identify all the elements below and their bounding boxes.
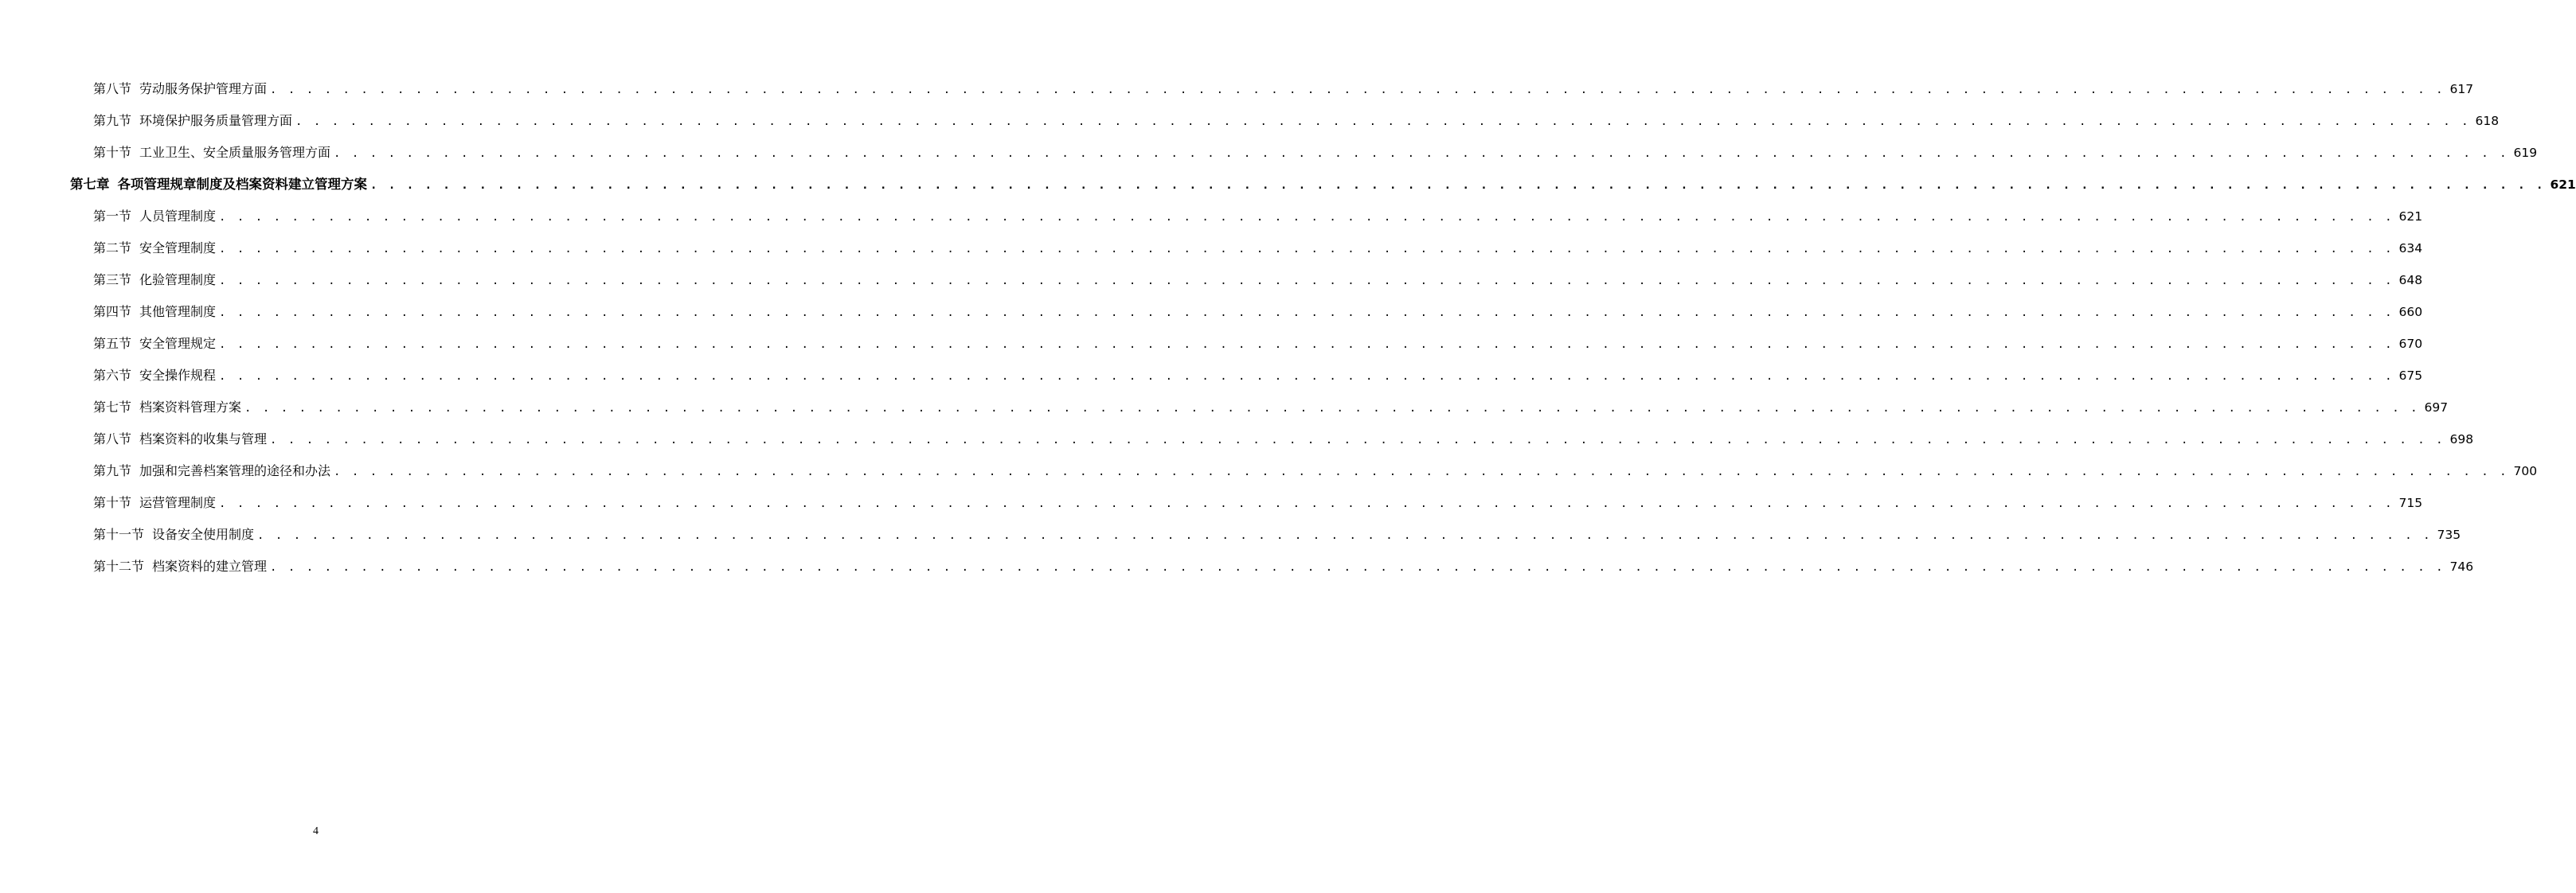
toc-entry-page: 648 bbox=[2398, 273, 2423, 287]
toc-entry-title: 安全操作规程 bbox=[139, 368, 217, 383]
toc-dot-leader: . . . . . . . . . . . . . . . . . . . . . . . . . . . . . . . . . . . . . . . . . . . . . . . . . . . . . . . . . . . . . . . . . . . . . . . . . . . . . . . . . . . . . . . . . . . . . . . . . . . . . . . . . . . . . . . . . . . . . . . . bbox=[270, 434, 2445, 446]
toc-entry-title: 加强和完善档案管理的途径和办法 bbox=[139, 463, 331, 478]
toc-dot-leader: . . . . . . . . . . . . . . . . . . . . . . . . . . . . . . . . . . . . . . . . . . . . . . . . . . . . . . . . . . . . . . . . . . . . . . . . . . . . . . . . . . . . . . . . . . . . . . . . . . . . . . . . . . . . . . . . . . . . . . . . bbox=[219, 275, 2394, 287]
toc-dot-leader: . . . . . . . . . . . . . . . . . . . . . . . . . . . . . . . . . . . . . . . . . . . . . . . . . . . . . . . . . . . . . . . . . . . . . . . . . . . . . . . . . . . . . . . . . . . . . . . . . . . . . . . . . . . . . . . . . . . . . . . . bbox=[370, 179, 2546, 192]
toc-entry-page: 715 bbox=[2398, 496, 2423, 510]
toc-section-entry[interactable] bbox=[93, 392, 2449, 423]
toc-section-entry[interactable] bbox=[93, 423, 2474, 455]
toc-entry-title: 设备安全使用制度 bbox=[152, 527, 255, 542]
toc-entry-page: 697 bbox=[2424, 400, 2449, 415]
toc-entry-number: 第二节 bbox=[93, 240, 132, 255]
toc-entry-number: 第八节 bbox=[93, 81, 132, 96]
toc-section-entry[interactable] bbox=[93, 487, 2423, 519]
toc-entry-title: 档案资料管理方案 bbox=[139, 400, 242, 415]
toc-section-entry[interactable] bbox=[93, 519, 2461, 551]
toc-section-entry[interactable] bbox=[93, 201, 2423, 232]
toc-dot-leader: . . . . . . . . . . . . . . . . . . . . . . . . . . . . . . . . . . . . . . . . . . . . . . . . . . . . . . . . . . . . . . . . . . . . . . . . . . . . . . . . . . . . . . . . . . . . . . . . . . . . . . . . . . . . . . . . . . . . . . . . bbox=[219, 497, 2394, 510]
toc-entry-page: 700 bbox=[2513, 464, 2538, 478]
toc-chapter-entry[interactable] bbox=[70, 169, 2576, 201]
toc-entry-page: 746 bbox=[2449, 560, 2474, 574]
toc-entry-number: 第十一节 bbox=[93, 527, 145, 542]
toc-entry-title: 安全管理制度 bbox=[139, 240, 217, 255]
toc-entry-number: 第十节 bbox=[93, 145, 132, 160]
toc-entry-page: 698 bbox=[2449, 432, 2474, 446]
toc-section-entry[interactable] bbox=[93, 296, 2423, 328]
toc-entry-title: 安全管理规定 bbox=[139, 336, 217, 351]
toc-section-entry[interactable] bbox=[93, 551, 2474, 583]
toc-section-entry[interactable] bbox=[93, 455, 2538, 487]
toc-entry-title: 人员管理制度 bbox=[139, 209, 217, 224]
page-number: 4 bbox=[313, 825, 319, 837]
toc-entry-title: 化验管理制度 bbox=[139, 272, 217, 287]
toc-entry-title: 环境保护服务质量管理方面 bbox=[139, 113, 293, 128]
toc-section-entry[interactable] bbox=[93, 232, 2423, 264]
toc-section-entry[interactable] bbox=[93, 105, 2500, 137]
toc-entry-number: 第四节 bbox=[93, 304, 132, 319]
toc-entry-number: 第十二节 bbox=[93, 559, 145, 574]
toc-entry-number: 第十节 bbox=[93, 495, 132, 510]
toc-entry-number: 第三节 bbox=[93, 272, 132, 287]
toc-entry-page: 634 bbox=[2398, 241, 2423, 255]
toc-dot-leader: . . . . . . . . . . . . . . . . . . . . . . . . . . . . . . . . . . . . . . . . . . . . . . . . . . . . . . . . . . . . . . . . . . . . . . . . . . . . . . . . . . . . . . . . . . . . . . . . . . . . . . . . . . . . . . . . . . . . . . . . bbox=[270, 561, 2445, 574]
toc-section-entry[interactable] bbox=[93, 360, 2423, 392]
toc-entry-title: 劳动服务保护管理方面 bbox=[139, 81, 268, 96]
toc-dot-leader: . . . . . . . . . . . . . . . . . . . . . . . . . . . . . . . . . . . . . . . . . . . . . . . . . . . . . . . . . . . . . . . . . . . . . . . . . . . . . . . . . . . . . . . . . . . . . . . . . . . . . . . . . . . . . . . . . . . . . . . . bbox=[334, 147, 2509, 160]
toc-section-entry[interactable] bbox=[93, 328, 2423, 360]
toc-entry-number: 第六节 bbox=[93, 368, 132, 383]
toc-entry-number: 第一节 bbox=[93, 209, 132, 224]
toc-entry-title: 档案资料的建立管理 bbox=[152, 559, 268, 574]
toc-dot-leader: . . . . . . . . . . . . . . . . . . . . . . . . . . . . . . . . . . . . . . . . . . . . . . . . . . . . . . . . . . . . . . . . . . . . . . . . . . . . . . . . . . . . . . . . . . . . . . . . . . . . . . . . . . . . . . . . . . . . . . . . bbox=[219, 243, 2394, 255]
toc-entry-page: 670 bbox=[2398, 337, 2423, 351]
toc-dot-leader: . . . . . . . . . . . . . . . . . . . . . . . . . . . . . . . . . . . . . . . . . . . . . . . . . . . . . . . . . . . . . . . . . . . . . . . . . . . . . . . . . . . . . . . . . . . . . . . . . . . . . . . . . . . . . . . . . . . . . . . . bbox=[257, 529, 2433, 542]
toc-entry-page: 619 bbox=[2513, 146, 2538, 160]
toc-entry-page: 618 bbox=[2475, 114, 2500, 128]
toc-entry-number: 第九节 bbox=[93, 113, 132, 128]
toc-entry-number: 第八节 bbox=[93, 431, 132, 446]
toc-entry-title: 各项管理规章制度及档案资料建立管理方案 bbox=[117, 177, 367, 192]
toc-entry-page: 617 bbox=[2449, 82, 2474, 96]
toc-dot-leader: . . . . . . . . . . . . . . . . . . . . . . . . . . . . . . . . . . . . . . . . . . . . . . . . . . . . . . . . . . . . . . . . . . . . . . . . . . . . . . . . . . . . . . . . . . . . . . . . . . . . . . . . . . . . . . . . . . . . . . . . bbox=[270, 84, 2445, 96]
toc-entry-title: 运营管理制度 bbox=[139, 495, 217, 510]
toc-dot-leader: . . . . . . . . . . . . . . . . . . . . . . . . . . . . . . . . . . . . . . . . . . . . . . . . . . . . . . . . . . . . . . . . . . . . . . . . . . . . . . . . . . . . . . . . . . . . . . . . . . . . . . . . . . . . . . . . . . . . . . . . bbox=[295, 115, 2471, 128]
toc-section-entry[interactable] bbox=[93, 137, 2538, 169]
toc-entry-number: 第九节 bbox=[93, 463, 132, 478]
toc-entry-title: 档案资料的收集与管理 bbox=[139, 431, 268, 446]
toc-entry-page: 675 bbox=[2398, 369, 2423, 383]
toc-entry-page: 621 bbox=[2550, 177, 2576, 192]
toc-section-entry[interactable] bbox=[93, 73, 2474, 105]
toc-entry-page: 660 bbox=[2398, 305, 2423, 319]
toc-entry-number: 第七节 bbox=[93, 400, 132, 415]
toc-entry-title: 其他管理制度 bbox=[139, 304, 217, 319]
toc-entry-page: 621 bbox=[2398, 209, 2423, 224]
toc-section-entry[interactable] bbox=[93, 264, 2423, 296]
toc-dot-leader: . . . . . . . . . . . . . . . . . . . . . . . . . . . . . . . . . . . . . . . . . . . . . . . . . . . . . . . . . . . . . . . . . . . . . . . . . . . . . . . . . . . . . . . . . . . . . . . . . . . . . . . . . . . . . . . . . . . . . . . . bbox=[244, 402, 2420, 415]
toc-entry-number: 第五节 bbox=[93, 336, 132, 351]
toc-dot-leader: . . . . . . . . . . . . . . . . . . . . . . . . . . . . . . . . . . . . . . . . . . . . . . . . . . . . . . . . . . . . . . . . . . . . . . . . . . . . . . . . . . . . . . . . . . . . . . . . . . . . . . . . . . . . . . . . . . . . . . . . bbox=[219, 211, 2394, 224]
toc-entry-number: 第七章 bbox=[70, 177, 110, 192]
toc-dot-leader: . . . . . . . . . . . . . . . . . . . . . . . . . . . . . . . . . . . . . . . . . . . . . . . . . . . . . . . . . . . . . . . . . . . . . . . . . . . . . . . . . . . . . . . . . . . . . . . . . . . . . . . . . . . . . . . . . . . . . . . . bbox=[219, 370, 2394, 383]
toc-dot-leader: . . . . . . . . . . . . . . . . . . . . . . . . . . . . . . . . . . . . . . . . . . . . . . . . . . . . . . . . . . . . . . . . . . . . . . . . . . . . . . . . . . . . . . . . . . . . . . . . . . . . . . . . . . . . . . . . . . . . . . . . bbox=[219, 306, 2394, 319]
toc-entry-page: 735 bbox=[2437, 528, 2461, 542]
toc-entry-title: 工业卫生、安全质量服务管理方面 bbox=[139, 145, 331, 160]
toc-dot-leader: . . . . . . . . . . . . . . . . . . . . . . . . . . . . . . . . . . . . . . . . . . . . . . . . . . . . . . . . . . . . . . . . . . . . . . . . . . . . . . . . . . . . . . . . . . . . . . . . . . . . . . . . . . . . . . . . . . . . . . . . bbox=[219, 338, 2394, 351]
toc-dot-leader: . . . . . . . . . . . . . . . . . . . . . . . . . . . . . . . . . . . . . . . . . . . . . . . . . . . . . . . . . . . . . . . . . . . . . . . . . . . . . . . . . . . . . . . . . . . . . . . . . . . . . . . . . . . . . . . . . . . . . . . . bbox=[334, 466, 2509, 478]
